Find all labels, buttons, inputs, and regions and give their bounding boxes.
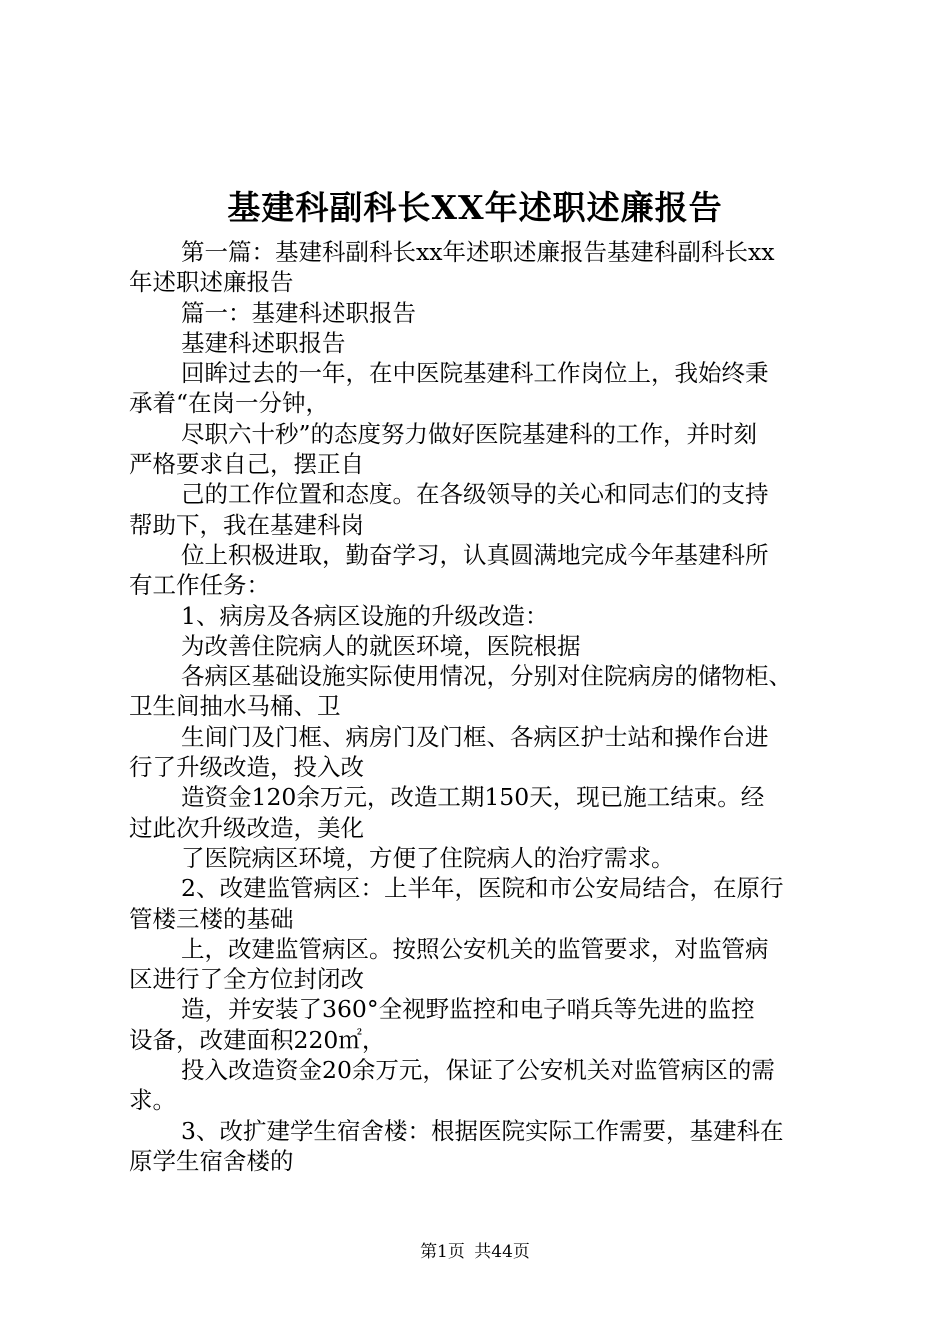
paragraph bbox=[129, 328, 834, 358]
paragraph-line: 上，改建监管病区。按照公安机关的监管要求，对监管病 bbox=[181, 934, 769, 963]
paragraph-line: 3、改扩建学生宿舍楼：根据医院实际工作需要，基建科在 bbox=[181, 1116, 784, 1145]
paragraph-line: 基建科述职报告 bbox=[181, 328, 346, 357]
paragraph bbox=[129, 631, 834, 661]
paragraph-line: 生间门及门框、病房门及门框、各病区护士站和操作台进 bbox=[181, 722, 769, 751]
page-total: 共44页 bbox=[474, 1242, 530, 1262]
paragraph bbox=[129, 479, 834, 540]
paragraph-line: 位上积极进取，勤奋学习，认真圆满地完成今年基建科所 bbox=[181, 540, 769, 569]
page-footer bbox=[0, 1240, 950, 1264]
paragraph-line: 尽职六十秒”的态度努力做好医院基建科的工作，并时刻 bbox=[181, 419, 758, 448]
page-number: 第1页 bbox=[420, 1242, 465, 1262]
paragraph-line: 投入改造资金20余万元，保证了公安机关对监管病区的需 bbox=[181, 1056, 775, 1085]
paragraph-line: 了医院病区环境，方便了住院病人的治疗需求。 bbox=[181, 843, 675, 872]
paragraph bbox=[129, 661, 834, 722]
document-title: 基建科副科长XX年述职述廉报告 bbox=[227, 188, 723, 227]
paragraph-line: 承着“在岗一分钟， bbox=[129, 389, 330, 418]
paragraph-line: 1、病房及各病区设施的升级改造： bbox=[181, 601, 549, 630]
paragraph-line: 各病区基础设施实际使用情况，分别对住院病房的储物柜、 bbox=[181, 662, 792, 691]
paragraph bbox=[129, 843, 834, 873]
paragraph-line: 设备，改建面积220㎡， bbox=[129, 1025, 386, 1054]
paragraph-line: 区进行了全方位封闭改 bbox=[129, 965, 364, 994]
paragraph bbox=[129, 1116, 834, 1177]
paragraph bbox=[129, 934, 834, 995]
paragraph bbox=[129, 722, 834, 783]
paragraph-line: 有工作任务： bbox=[129, 571, 270, 600]
paragraph-line: 管楼三楼的基础 bbox=[129, 904, 294, 933]
paragraph bbox=[129, 1055, 834, 1116]
paragraph-line: 帮助下，我在基建科岗 bbox=[129, 510, 364, 539]
paragraph-line: 为改善住院病人的就医环境，医院根据 bbox=[181, 631, 581, 660]
paragraph bbox=[129, 298, 834, 328]
paragraph-line: 严格要求自己，摆正自 bbox=[129, 450, 364, 479]
paragraph bbox=[129, 782, 834, 843]
paragraph-line: 卫生间抽水马桶、卫 bbox=[129, 692, 341, 721]
paragraph-line: 己的工作位置和态度。在各级领导的关心和同志们的支持 bbox=[181, 480, 769, 509]
paragraph bbox=[129, 873, 834, 934]
paragraph-line: 求。 bbox=[129, 1086, 176, 1115]
paragraph-line: 造，并安装了360°全视野监控和电子哨兵等先进的监控 bbox=[181, 995, 755, 1024]
paragraph-line: 回眸过去的一年，在中医院基建科工作岗位上，我始终秉 bbox=[181, 359, 769, 388]
paragraph-line: 行了升级改造，投入改 bbox=[129, 753, 364, 782]
paragraph-line: 2、改建监管病区：上半年，医院和市公安局结合，在原行 bbox=[181, 874, 784, 903]
paragraph-line: 年述职述廉报告 bbox=[129, 268, 294, 297]
paragraph-line: 原学生宿舍楼的 bbox=[129, 1146, 294, 1175]
paragraph-line: 篇一：基建科述职报告 bbox=[181, 298, 416, 327]
paragraph bbox=[129, 994, 834, 1055]
paragraph bbox=[129, 358, 834, 419]
paragraph-line: 第一篇：基建科副科长xx年述职述廉报告基建科副科长xx bbox=[181, 238, 775, 266]
paragraph bbox=[129, 601, 834, 631]
paragraph-line: 过此次升级改造，美化 bbox=[129, 813, 364, 842]
paragraph bbox=[129, 540, 834, 601]
paragraph bbox=[129, 237, 834, 298]
paragraph bbox=[129, 419, 834, 480]
document-body bbox=[129, 237, 834, 1176]
paragraph-line: 造资金120余万元，改造工期150天，现已施工结束。经 bbox=[181, 783, 765, 812]
